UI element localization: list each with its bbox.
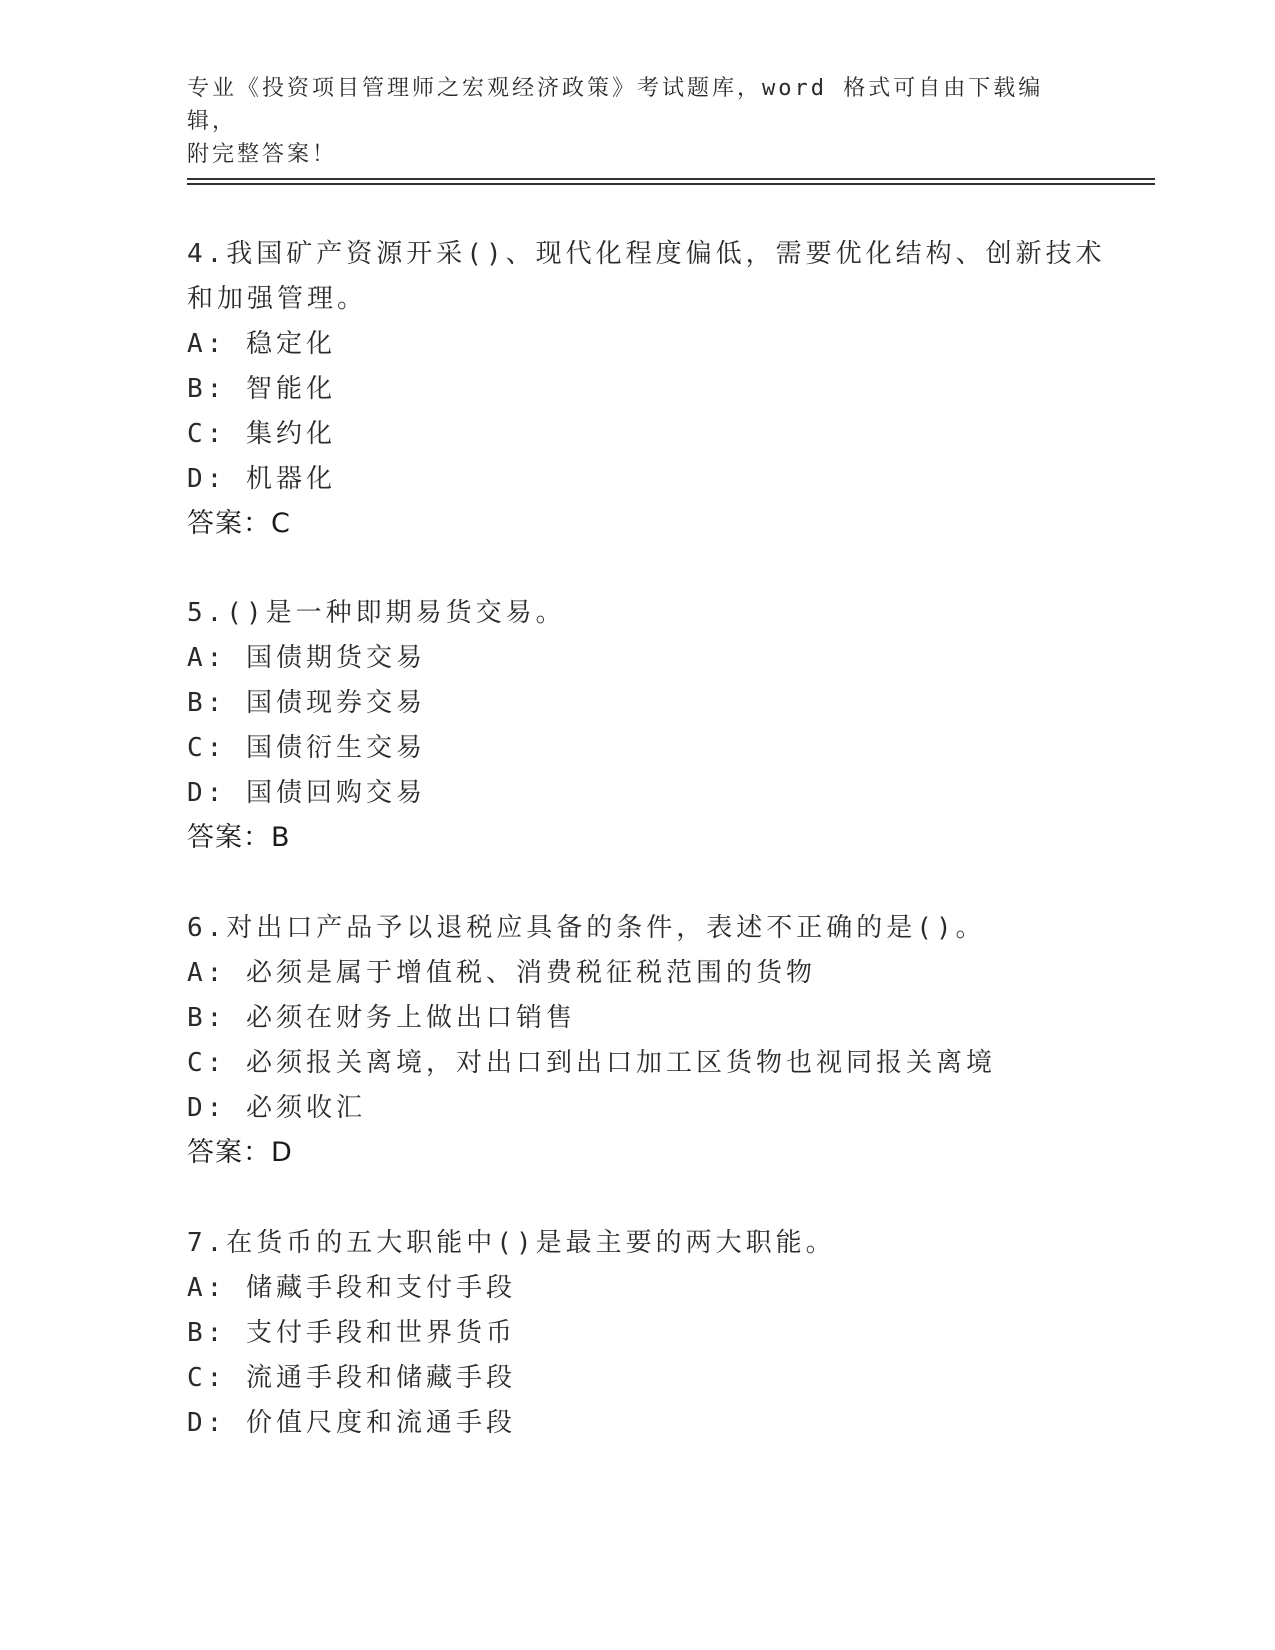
question-4-stem-line-2: 和加强管理。 xyxy=(187,284,368,314)
header-divider-top xyxy=(187,178,1155,180)
question-7-option-d: D: 价值尺度和流通手段 xyxy=(187,1408,516,1438)
question-4-option-d: D: 机器化 xyxy=(187,464,336,494)
question-5-answer: 答案：B xyxy=(187,822,291,853)
question-6-option-d: D: 必须收汇 xyxy=(187,1093,366,1123)
question-7-option-b: B: 支付手段和世界货币 xyxy=(187,1318,516,1348)
question-7-option-c: C: 流通手段和储藏手段 xyxy=(187,1363,516,1393)
question-6-option-b: B: 必须在财务上做出口销售 xyxy=(187,1003,576,1033)
question-4-stem-line-1: 4.我国矿产资源开采()、现代化程度偏低，需要优化结构、创新技术 xyxy=(187,239,1106,269)
header-divider-bottom xyxy=(187,183,1155,185)
question-6-stem: 6.对出口产品予以退税应具备的条件，表述不正确的是()。 xyxy=(187,913,986,943)
header-line-1: 专业《投资项目管理师之宏观经济政策》考试题库，word 格式可自由下载编辑， xyxy=(187,76,1044,134)
question-4-option-b: B: 智能化 xyxy=(187,374,336,404)
question-5-option-b: B: 国债现券交易 xyxy=(187,688,426,718)
question-6-option-a: A: 必须是属于增值税、消费税征税范围的货物 xyxy=(187,958,816,988)
question-4-answer: 答案：C xyxy=(187,508,291,539)
question-5-option-a: A: 国债期货交易 xyxy=(187,643,426,673)
question-7-option-a: A: 储藏手段和支付手段 xyxy=(187,1273,516,1303)
question-4-option-a: A: 稳定化 xyxy=(187,329,336,359)
header-line-2: 附完整答案！ xyxy=(187,142,338,167)
question-6-option-c: C: 必须报关离境，对出口到出口加工区货物也视同报关离境 xyxy=(187,1048,996,1078)
question-7-stem: 7.在货币的五大职能中()是最主要的两大职能。 xyxy=(187,1228,836,1258)
question-5-option-d: D: 国债回购交易 xyxy=(187,778,426,808)
question-5-option-c: C: 国债衍生交易 xyxy=(187,733,426,763)
question-4-option-c: C: 集约化 xyxy=(187,419,336,449)
question-6-answer: 答案：D xyxy=(187,1137,293,1168)
question-5-stem: 5.()是一种即期易货交易。 xyxy=(187,598,566,628)
document-header xyxy=(187,72,1087,171)
